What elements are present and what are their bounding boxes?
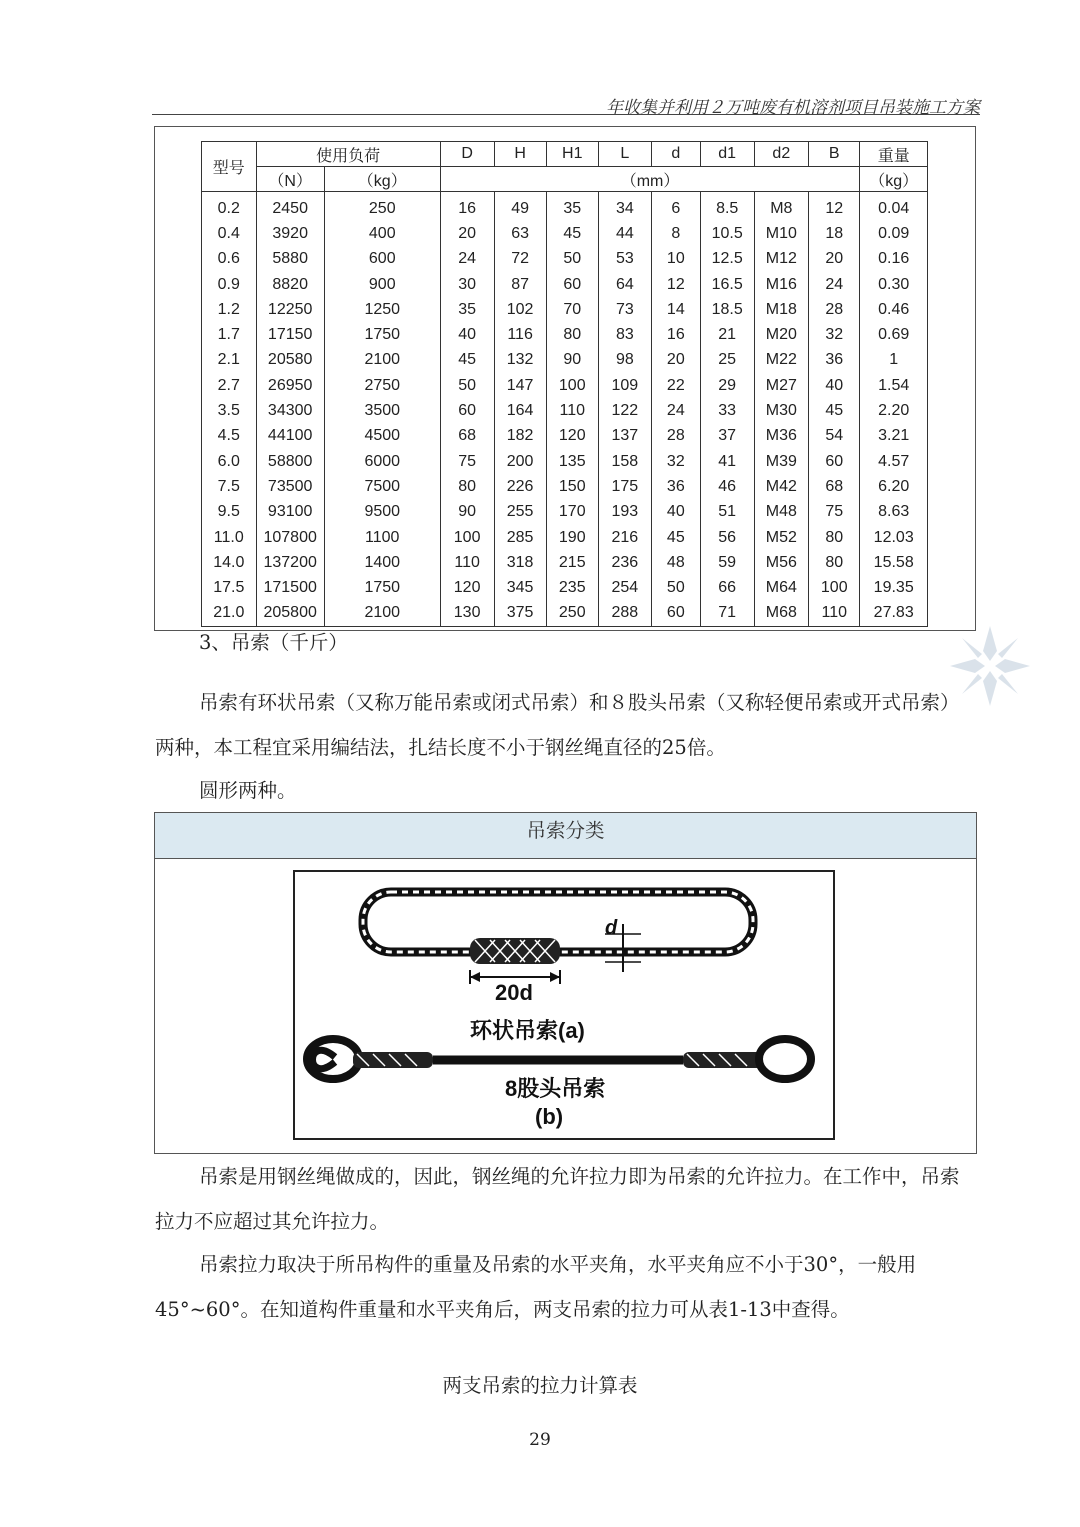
- table-cell: 45: [440, 348, 494, 373]
- table-cell: 3920: [256, 221, 324, 246]
- table-cell: 56: [700, 525, 754, 550]
- table-cell: 1.7: [217, 326, 240, 344]
- table-cell: M48: [754, 500, 809, 525]
- th-L: L: [598, 142, 651, 167]
- table-cell: 40: [440, 322, 494, 347]
- table-cell: 170: [546, 500, 598, 525]
- table-cell: 2750: [324, 373, 440, 398]
- table-cell: M68: [754, 601, 809, 627]
- table-cell: 1: [860, 348, 928, 373]
- table-cell: 120: [440, 575, 494, 600]
- spec-table-frame: [154, 126, 976, 631]
- table-cell: 80: [546, 322, 598, 347]
- table-cell: 28: [809, 297, 860, 322]
- table-cell: 36: [651, 474, 700, 499]
- table-cell: 147: [494, 373, 546, 398]
- table-cell: 158: [598, 449, 651, 474]
- table-row: [202, 575, 928, 600]
- table-cell: 0.04: [860, 192, 928, 222]
- table-cell: 200: [494, 449, 546, 474]
- table-cell: 345: [494, 575, 546, 600]
- table-cell: 41: [700, 449, 754, 474]
- table-cell: 17150: [256, 322, 324, 347]
- table-row: [202, 449, 928, 474]
- table-cell: 2100: [324, 348, 440, 373]
- table-row: [202, 550, 928, 575]
- table-row: [202, 474, 928, 499]
- table-cell: 3500: [324, 398, 440, 423]
- table-cell: 9.5: [217, 503, 240, 521]
- table-cell: 21.0: [213, 604, 245, 622]
- table-cell: 58800: [256, 449, 324, 474]
- table-cell: 6000: [324, 449, 440, 474]
- table-cell: 1750: [324, 322, 440, 347]
- table-cell: 1750: [324, 575, 440, 600]
- table-cell: 4500: [324, 424, 440, 449]
- table-cell: 110: [440, 550, 494, 575]
- table-cell: 2450: [256, 192, 324, 222]
- table-cell: 132: [494, 348, 546, 373]
- table-cell: 900: [324, 272, 440, 297]
- table-cell: 107800: [256, 525, 324, 550]
- table-cell: 8: [651, 221, 700, 246]
- table-cell: 28: [651, 424, 700, 449]
- table-cell: 20: [809, 247, 860, 272]
- table-cell: 250: [324, 192, 440, 222]
- table-cell: 0.69: [860, 322, 928, 347]
- table-cell: 0.09: [860, 221, 928, 246]
- table-row: [202, 348, 928, 373]
- table-cell: M52: [754, 525, 809, 550]
- table-cell: 64: [598, 272, 651, 297]
- table-cell: 45: [651, 525, 700, 550]
- table-cell: 53: [598, 247, 651, 272]
- section-heading: [155, 620, 975, 665]
- eight-strand-sling-label: 8股头吊索: [505, 1076, 606, 1101]
- table-cell: 12: [809, 192, 860, 222]
- table-cell: 100: [809, 575, 860, 600]
- table-row: [202, 424, 928, 449]
- table-cell: 16: [440, 192, 494, 222]
- table-cell: 20580: [256, 348, 324, 373]
- table-cell: 18: [809, 221, 860, 246]
- table-cell: 175: [598, 474, 651, 499]
- table-cell: 215: [546, 550, 598, 575]
- table-cell: M10: [754, 221, 809, 246]
- table-cell: 16: [651, 322, 700, 347]
- table-row: [202, 297, 928, 322]
- th-d2: d2: [754, 142, 809, 167]
- table-cell: 100: [440, 525, 494, 550]
- table-cell: 75: [440, 449, 494, 474]
- th-unit-mm: （mm）: [440, 167, 860, 192]
- spec-table: [201, 141, 928, 627]
- table-cell: 1100: [324, 525, 440, 550]
- table-cell: 46: [700, 474, 754, 499]
- table-cell: 1250: [324, 297, 440, 322]
- table-cell: M12: [754, 247, 809, 272]
- table-cell: 110: [809, 601, 860, 627]
- table-cell: 8.5: [700, 192, 754, 222]
- table-cell: 35: [546, 192, 598, 222]
- table-cell: 75: [809, 500, 860, 525]
- table-row: [202, 221, 928, 246]
- table-cell: 60: [809, 449, 860, 474]
- table-cell: 2.1: [217, 351, 240, 369]
- table-cell: 49: [494, 192, 546, 222]
- table-cell: 102: [494, 297, 546, 322]
- table-cell: 30: [440, 272, 494, 297]
- table-cell: 34300: [256, 398, 324, 423]
- th-unit-n: （N）: [256, 167, 324, 192]
- table-row: [202, 247, 928, 272]
- table-cell: 50: [546, 247, 598, 272]
- table-cell: 87: [494, 272, 546, 297]
- table-cell: 2.20: [860, 398, 928, 423]
- dim-length-label: 20d: [495, 980, 533, 1005]
- table-row: [202, 192, 928, 222]
- category-table: [154, 812, 977, 1154]
- table-cell: 80: [440, 474, 494, 499]
- table-cell: 137: [598, 424, 651, 449]
- table-cell: 32: [651, 449, 700, 474]
- page-number: 29: [529, 1430, 551, 1450]
- table-cell: 24: [651, 398, 700, 423]
- table-cell: 400: [324, 221, 440, 246]
- table-cell: 130: [440, 601, 494, 627]
- spec-table-body: [202, 192, 928, 627]
- section-heading-text: 3、吊索（千斤）: [199, 631, 348, 654]
- th-load: 使用负荷: [256, 142, 440, 167]
- paragraph-1: 吊索有环状吊索（又称万能吊索或闭式吊索）和８股头吊索（又称轻便吊索或开式吊索）两种，本工程宜采用编结法，扎结长度不小于钢丝绳直径的25倍。: [155, 691, 960, 759]
- table-cell: 109: [598, 373, 651, 398]
- table-cell: 48: [651, 550, 700, 575]
- table-cell: 16.5: [700, 272, 754, 297]
- th-H1: H1: [546, 142, 598, 167]
- table-cell: 254: [598, 575, 651, 600]
- table-cell: 20: [651, 348, 700, 373]
- table-cell: 12.5: [700, 247, 754, 272]
- table-cell: 8820: [256, 272, 324, 297]
- sling-figure: [293, 870, 835, 1140]
- table-cell: 51: [700, 500, 754, 525]
- table-cell: 2.7: [217, 376, 240, 394]
- table-cell: 0.9: [217, 275, 240, 293]
- table-cell: 318: [494, 550, 546, 575]
- table-cell: 6: [651, 192, 700, 222]
- header-rule: [152, 114, 980, 115]
- table-cell: 122: [598, 398, 651, 423]
- table-cell: 50: [440, 373, 494, 398]
- table-cell: M20: [754, 322, 809, 347]
- table-cell: 73500: [256, 474, 324, 499]
- table-cell: 164: [494, 398, 546, 423]
- table-cell: 0.2: [217, 199, 240, 217]
- table-cell: 45: [546, 221, 598, 246]
- table-cell: 35: [440, 297, 494, 322]
- table-cell: 110: [546, 398, 598, 423]
- table-cell: 24: [440, 247, 494, 272]
- table-cell: 59: [700, 550, 754, 575]
- table-cell: M42: [754, 474, 809, 499]
- table-cell: 40: [809, 373, 860, 398]
- table-cell: 135: [546, 449, 598, 474]
- table-cell: 0.30: [860, 272, 928, 297]
- table-cell: 44100: [256, 424, 324, 449]
- table-cell: 21: [700, 322, 754, 347]
- th-d: d: [651, 142, 700, 167]
- paragraph-2: 圆形两种。: [199, 779, 297, 802]
- th-H: H: [494, 142, 546, 167]
- th-model: 型号: [202, 142, 257, 192]
- table-cell: 36: [809, 348, 860, 373]
- table-cell: 71: [700, 601, 754, 627]
- table-cell: 10: [651, 247, 700, 272]
- table-cell: 37: [700, 424, 754, 449]
- table-cell: 250: [546, 601, 598, 627]
- table-cell: 15.58: [860, 550, 928, 575]
- table-cell: 12.03: [860, 525, 928, 550]
- table-cell: 150: [546, 474, 598, 499]
- table-cell: 120: [546, 424, 598, 449]
- table-cell: M8: [754, 192, 809, 222]
- table-cell: 32: [809, 322, 860, 347]
- table-cell: 7.5: [217, 477, 240, 495]
- table-cell: 11.0: [213, 528, 244, 546]
- table-cell: 4.57: [860, 449, 928, 474]
- table-cell: M64: [754, 575, 809, 600]
- th-d1: d1: [700, 142, 754, 167]
- th-weight: 重量: [860, 142, 928, 167]
- table-cell: 12250: [256, 297, 324, 322]
- table-cell: 44: [598, 221, 651, 246]
- table-cell: 2100: [324, 601, 440, 627]
- table-cell: 73: [598, 297, 651, 322]
- table-cell: 45: [809, 398, 860, 423]
- dim-d-label: d: [605, 917, 618, 939]
- header-title: 年收集并利用２万吨废有机溶剂项目吊装施工方案: [606, 98, 980, 118]
- table-cell: 24: [809, 272, 860, 297]
- table-cell: 90: [440, 500, 494, 525]
- table-cell: 6.20: [860, 474, 928, 499]
- table-cell: 27.83: [860, 601, 928, 627]
- table-cell: 98: [598, 348, 651, 373]
- table-cell: 8.63: [860, 500, 928, 525]
- table-cell: 17.5: [213, 579, 245, 597]
- table-cell: M36: [754, 424, 809, 449]
- table-cell: 137200: [256, 550, 324, 575]
- table-cell: 182: [494, 424, 546, 449]
- table-cell: 255: [494, 500, 546, 525]
- table-cell: M22: [754, 348, 809, 373]
- table-row: [202, 322, 928, 347]
- th-unit-kg: （kg）: [324, 167, 440, 192]
- table-cell: 235: [546, 575, 598, 600]
- table-cell: 193: [598, 500, 651, 525]
- table-cell: 3.5: [217, 402, 240, 420]
- table-cell: 116: [494, 322, 546, 347]
- table-cell: 0.4: [217, 224, 240, 242]
- table-row: [202, 525, 928, 550]
- table-cell: M56: [754, 550, 809, 575]
- table-cell: 22: [651, 373, 700, 398]
- table-row: [202, 272, 928, 297]
- paragraph-4: 吊索拉力取决于所吊构件的重量及吊索的水平夹角，水平夹角应不小于30°，一般用45°~60°。在知道构件重量和水平夹角后，两支吊索的拉力可从表1-13中查得。: [155, 1253, 917, 1321]
- table-cell: 20: [440, 221, 494, 246]
- table-cell: 63: [494, 221, 546, 246]
- table-cell: 600: [324, 247, 440, 272]
- table-cell: 72: [494, 247, 546, 272]
- table-row: [202, 500, 928, 525]
- table-cell: 9500: [324, 500, 440, 525]
- table-cell: 14: [651, 297, 700, 322]
- table-cell: M27: [754, 373, 809, 398]
- table-cell: 50: [651, 575, 700, 600]
- table-cell: 26950: [256, 373, 324, 398]
- table-cell: 33: [700, 398, 754, 423]
- table-cell: 0.6: [217, 250, 240, 268]
- table-cell: 68: [440, 424, 494, 449]
- table-row: [202, 398, 928, 423]
- table-cell: 25: [700, 348, 754, 373]
- table-cell: 171500: [256, 575, 324, 600]
- table-cell: 93100: [256, 500, 324, 525]
- th-D: D: [440, 142, 494, 167]
- table-cell: M18: [754, 297, 809, 322]
- table-cell: 68: [809, 474, 860, 499]
- th-unit-wkg: （kg）: [860, 167, 928, 192]
- table-cell: 1.54: [860, 373, 928, 398]
- table-cell: 4.5: [217, 427, 240, 445]
- table-cell: M39: [754, 449, 809, 474]
- table-cell: 60: [440, 398, 494, 423]
- table-cell: 10.5: [700, 221, 754, 246]
- table-cell: 0.46: [860, 297, 928, 322]
- table-cell: 3.21: [860, 424, 928, 449]
- table-cell: 1.2: [217, 300, 240, 318]
- table-cell: 60: [651, 601, 700, 627]
- table-cell: 83: [598, 322, 651, 347]
- table-cell: 226: [494, 474, 546, 499]
- table-cell: 19.35: [860, 575, 928, 600]
- table-cell: 70: [546, 297, 598, 322]
- table-cell: 80: [809, 550, 860, 575]
- table-cell: 6.0: [217, 452, 240, 470]
- table-cell: 29: [700, 373, 754, 398]
- table-cell: 66: [700, 575, 754, 600]
- table-cell: 34: [598, 192, 651, 222]
- table-cell: 54: [809, 424, 860, 449]
- table-cell: 375: [494, 601, 546, 627]
- table-cell: 285: [494, 525, 546, 550]
- ring-sling-label: 环状吊索(a): [470, 1018, 585, 1043]
- figure-b-label: (b): [535, 1104, 564, 1129]
- table-cell: 60: [546, 272, 598, 297]
- table-cell: M16: [754, 272, 809, 297]
- table-cell: 0.16: [860, 247, 928, 272]
- table-cell: 40: [651, 500, 700, 525]
- table-cell: 90: [546, 348, 598, 373]
- table-cell: 216: [598, 525, 651, 550]
- th-B: B: [809, 142, 860, 167]
- table-cell: 12: [651, 272, 700, 297]
- table-caption: 两支吊索的拉力计算表: [442, 1374, 638, 1397]
- table-row: [202, 373, 928, 398]
- table-cell: 1400: [324, 550, 440, 575]
- table-cell: 7500: [324, 474, 440, 499]
- table-cell: 236: [598, 550, 651, 575]
- paragraph-3: 吊索是用钢丝绳做成的，因此，钢丝绳的允许拉力即为吊索的允许拉力。在工作中，吊索拉力不应超过其允许拉力。: [155, 1165, 960, 1233]
- table-cell: 205800: [256, 601, 324, 627]
- table-cell: 288: [598, 601, 651, 627]
- table-cell: 100: [546, 373, 598, 398]
- table-cell: 80: [809, 525, 860, 550]
- table-cell: 18.5: [700, 297, 754, 322]
- table-cell: 14.0: [213, 553, 245, 571]
- table-cell: M30: [754, 398, 809, 423]
- table-cell: 190: [546, 525, 598, 550]
- table-cell: 5880: [256, 247, 324, 272]
- category-table-title: 吊索分类: [155, 813, 976, 859]
